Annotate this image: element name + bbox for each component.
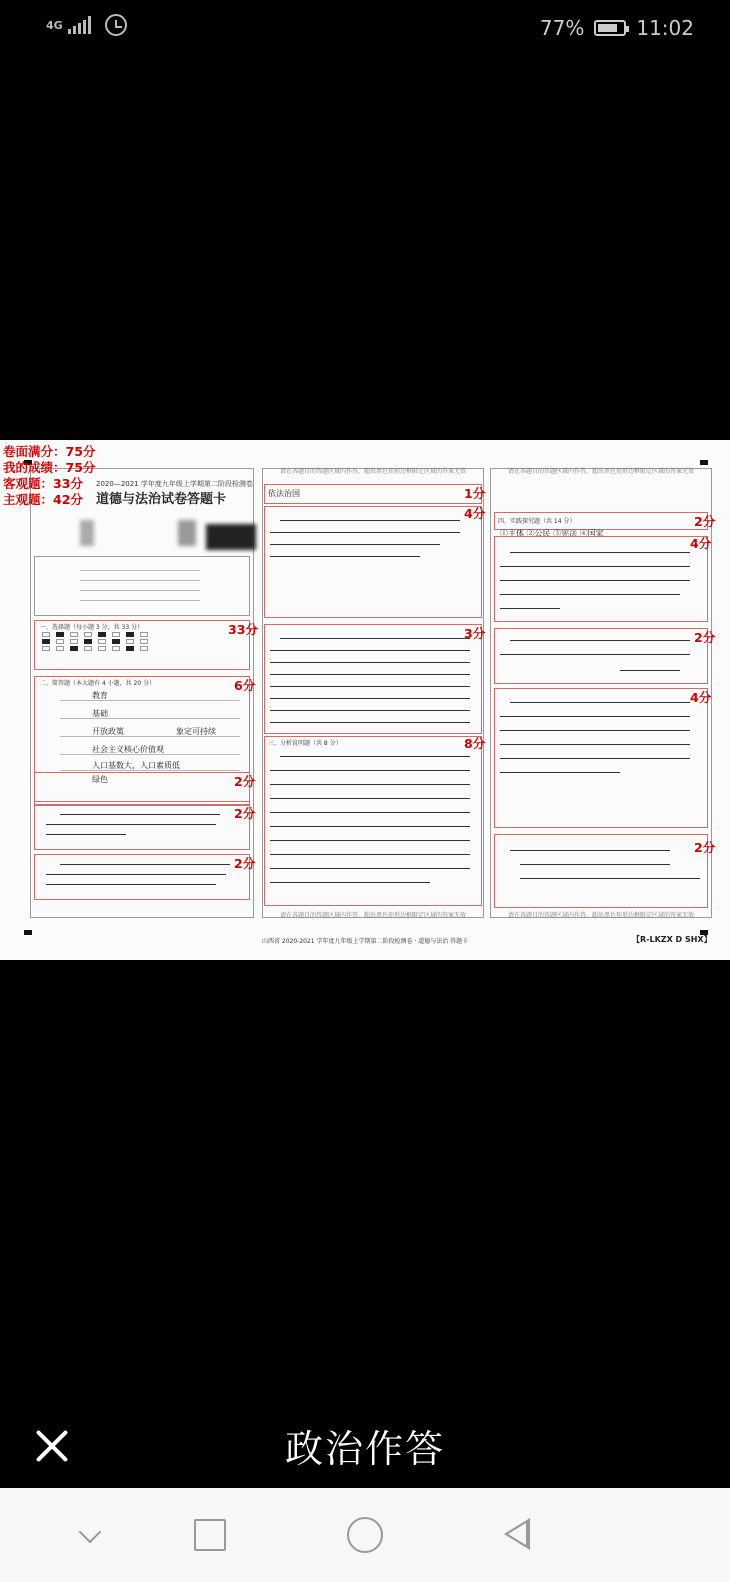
- answer-17-2-box: [494, 536, 708, 622]
- column-header: 请在各题目的答题区域内作答，超出黑色矩形边框限定区域的答案无效: [279, 468, 466, 475]
- answer-16-box: [264, 736, 482, 906]
- answer-17-5-box: [494, 834, 708, 908]
- answer-12-6: 绿色: [92, 775, 108, 784]
- paper-title: [96, 476, 266, 508]
- footer-tag: 【R-LKZX D SHX】: [632, 935, 712, 944]
- section-choice: 一、选择题（每小题 3 分，共 33 分）: [40, 624, 144, 631]
- score-mark: 3分: [464, 626, 486, 641]
- objective-score: 客观题：33分: [3, 476, 83, 491]
- status-right: [540, 16, 694, 40]
- footer-code: 山西省 2020-2021 学年度九年级上学期第二阶段检测卷 · 道德与法治 答题卡: [262, 938, 469, 945]
- score-mark: 4分: [690, 536, 712, 551]
- score-mark: 2分: [694, 630, 716, 645]
- status-left: [46, 14, 127, 36]
- answer-12-2: 基础: [92, 709, 108, 718]
- fiducial-mark: [24, 930, 32, 935]
- score-mark: 6分: [234, 678, 256, 693]
- answer-13-2-box: [34, 854, 250, 900]
- answer-17-3-box: [494, 628, 708, 684]
- score-mark: 2分: [234, 806, 256, 821]
- column-footer: 请在各题目的答题区域内作答，超出黑色矩形边框限定区域的答案无效: [507, 912, 694, 919]
- redacted-block: [80, 520, 94, 546]
- fiducial-mark: [700, 460, 708, 465]
- image-caption: 政治作答: [284, 1427, 445, 1471]
- score-mark: 2分: [694, 840, 716, 855]
- column-header: 请在各题目的答题区域内作答，超出黑色矩形边框限定区域的答案无效: [507, 468, 694, 475]
- signal-icon: [68, 16, 91, 34]
- answer-17-1: ①主体 ②公民 ③宪法 ④国家: [500, 529, 604, 538]
- clock: 11:02: [636, 16, 694, 40]
- answer-13-1-box: [34, 804, 250, 850]
- back-icon[interactable]: [500, 1516, 536, 1552]
- score-mark: 4分: [464, 506, 486, 521]
- status-bar: [0, 0, 730, 60]
- answer-12-4: 社会主义核心价值观: [92, 745, 164, 754]
- answer-15-box: [264, 624, 482, 734]
- score-mark: 1分: [464, 486, 486, 501]
- full-marks: 卷面满分：75分: [3, 444, 96, 459]
- home-icon[interactable]: [346, 1516, 382, 1552]
- answer-12-3: 开放政策: [92, 727, 124, 736]
- chevron-down-icon[interactable]: [72, 1516, 108, 1552]
- navigation-bar: [0, 1488, 730, 1582]
- score-mark: 8分: [464, 736, 486, 751]
- recent-apps-icon[interactable]: [191, 1516, 227, 1552]
- redacted-block: [206, 524, 256, 550]
- answer-sheet-image[interactable]: [0, 440, 730, 960]
- paper-title-line2: 道德与法治试卷答题卡: [96, 492, 227, 507]
- battery-percent: 77%: [539, 16, 585, 40]
- answer-12-1: 教育: [92, 691, 108, 700]
- score-mark: 2分: [234, 856, 256, 871]
- redacted-block: [178, 520, 196, 546]
- answer-14-2-box: [264, 506, 482, 618]
- answer-14-1: 依法治国: [268, 489, 300, 498]
- section-short: 二、简答题（本大题有 4 小题，共 20 分）: [40, 680, 156, 687]
- alarm-icon: [105, 14, 127, 36]
- score-mark: 33分: [228, 622, 258, 637]
- column-footer: 请在各题目的答题区域内作答，超出黑色矩形边框限定区域的答案无效: [279, 912, 466, 919]
- score-summary: [3, 444, 95, 508]
- choice-bubbles: [42, 632, 152, 651]
- paper-title-line1: 2020—2021 学年度九年级上学期第二阶段检测卷: [96, 480, 253, 488]
- answer-12-5: 人口基数大，人口素质低: [92, 761, 180, 770]
- score-mark: 2分: [234, 774, 256, 789]
- subjective-score: 主观题：42分: [3, 492, 83, 507]
- section-practice: 四、实践探究题（共 14 分）: [498, 518, 576, 525]
- answer-13-box: [34, 772, 250, 802]
- network-type: 4G: [46, 18, 63, 32]
- score-mark: 4分: [690, 690, 712, 705]
- score-mark: 2分: [694, 514, 716, 529]
- instructions-box: [34, 556, 250, 616]
- section-analysis: 三、分析说明题（共 8 分）: [268, 740, 342, 747]
- my-score: 我的成绩：75分: [3, 460, 96, 475]
- answer-12-3b: 象定可持续: [176, 727, 216, 736]
- battery-icon: [594, 20, 626, 36]
